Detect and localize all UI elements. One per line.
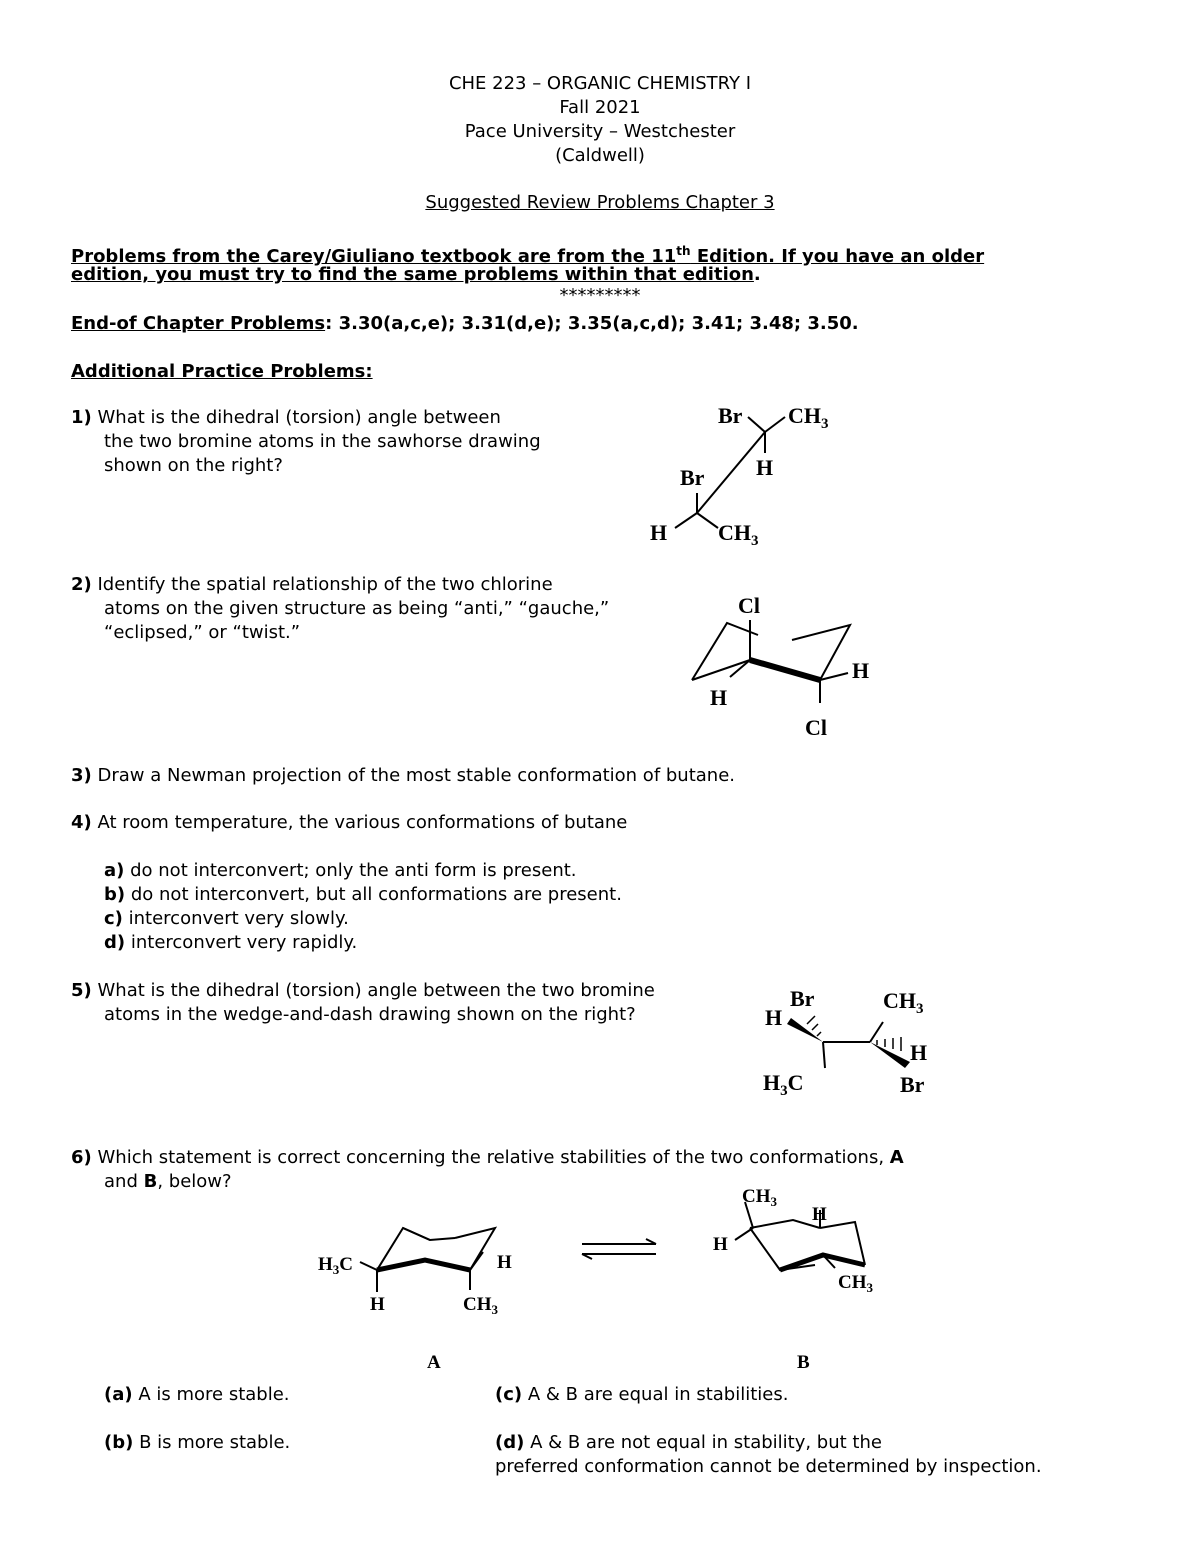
sawhorse-br-left: Br	[680, 465, 705, 490]
sawhorse-h-top: H	[756, 455, 774, 480]
conformer-b-h-left: H	[713, 1234, 728, 1255]
conformer-b-ch3-bottom: $CH_3$	[838, 1272, 873, 1295]
conformer-a-h3c: $H_3C$	[318, 1254, 354, 1277]
wedge-h-left: H	[765, 1005, 783, 1030]
option-4d: d) interconvert very rapidly.	[104, 932, 358, 953]
edition-notice-line1: Problems from the Carey/Giuliano textbook are from the 11th Edition. If you have an older	[71, 244, 985, 267]
conformer-a-ch3: $CH_3$	[463, 1294, 498, 1317]
conformer-b-diagram	[705, 1180, 905, 1375]
option-6d: (d) A & B are not equal in stability, but the	[495, 1432, 882, 1453]
wedge-dash-diagram	[755, 980, 955, 1100]
option-4b: b) do not interconvert, but all conformations are present.	[104, 884, 622, 905]
question-2-line2: atoms on the given structure as being “anti,” “gauche,”	[104, 598, 610, 619]
question-2-line3: “eclipsed,” or “twist.”	[104, 622, 301, 643]
school: Pace University – Westchester	[464, 121, 736, 142]
wedge-h-right: H	[910, 1040, 928, 1065]
option-4c: c) interconvert very slowly.	[104, 908, 349, 929]
question-5: 5) What is the dihedral (torsion) angle between the two bromine	[71, 980, 655, 1001]
option-6d-line2: preferred conformation cannot be determined by inspection.	[495, 1456, 1042, 1477]
wedge-br-bottom: Br	[900, 1072, 925, 1097]
conformer-b-ch3-top: $CH_3$	[742, 1186, 777, 1209]
question-3: 3) Draw a Newman projection of the most stable conformation of butane.	[71, 765, 735, 786]
course-title: CHE 223 – ORGANIC CHEMISTRY I	[448, 73, 752, 94]
question-5-line2: atoms in the wedge-and-dash drawing shown on the right?	[104, 1004, 636, 1025]
chair-h-left: H	[710, 685, 728, 710]
conformer-b-label: B	[797, 1352, 810, 1373]
chair-cl-top: Cl	[738, 593, 760, 618]
end-of-chapter-problems: End-of Chapter Problems: 3.30(a,c,e); 3.31(d,e); 3.35(a,c,d); 3.41; 3.48; 3.50.	[71, 313, 859, 334]
divider-stars: *********	[559, 285, 641, 306]
sawhorse-ch3-top: $CH_3$	[788, 403, 829, 432]
equilibrium-arrows-icon	[580, 1238, 660, 1262]
conformer-a-h-bottom: H	[370, 1294, 385, 1315]
wedge-ch3: $CH_3$	[883, 988, 924, 1017]
edition-notice-line2: edition, you must try to find the same problems within that edition.	[71, 264, 761, 285]
conformer-a-diagram	[315, 1220, 535, 1375]
chair-cl-bottom: Cl	[805, 715, 827, 740]
sawhorse-ch3-bottom: $CH_3$	[718, 520, 759, 549]
sawhorse-br-top: Br	[718, 403, 743, 428]
option-6c: (c) A & B are equal in stabilities.	[495, 1384, 789, 1405]
page-title: Suggested Review Problems Chapter 3	[425, 192, 775, 213]
option-4a: a) do not interconvert; only the anti form is present.	[104, 860, 577, 881]
conformer-a-label: A	[427, 1352, 441, 1373]
conformer-b-h-top: H	[812, 1204, 827, 1225]
instructor: (Caldwell)	[555, 145, 645, 166]
option-6b: (b) B is more stable.	[104, 1432, 291, 1453]
question-4: 4) At room temperature, the various conformations of butane	[71, 812, 628, 833]
chair-h-right: H	[852, 658, 870, 683]
wedge-h3c: $H_3C$	[763, 1070, 804, 1099]
question-6-line2: and B, below?	[104, 1171, 232, 1192]
option-6a: (a) A is more stable.	[104, 1384, 290, 1405]
question-6: 6) Which statement is correct concerning the relative stabilities of the two conformations, A	[71, 1147, 904, 1168]
cyclohexane-chair-diagram	[680, 585, 890, 745]
sawhorse-diagram	[640, 395, 860, 550]
conformer-a-h-right: H	[497, 1252, 512, 1273]
question-2: 2) Identify the spatial relationship of the two chlorine	[71, 574, 553, 595]
wedge-br-top: Br	[790, 986, 815, 1011]
question-1-line2: the two bromine atoms in the sawhorse drawing	[104, 431, 541, 452]
question-1: 1) What is the dihedral (torsion) angle between	[71, 407, 501, 428]
question-1-line3: shown on the right?	[104, 455, 283, 476]
additional-practice-heading: Additional Practice Problems:	[71, 361, 373, 382]
term: Fall 2021	[559, 97, 641, 118]
sawhorse-h-left: H	[650, 520, 668, 545]
